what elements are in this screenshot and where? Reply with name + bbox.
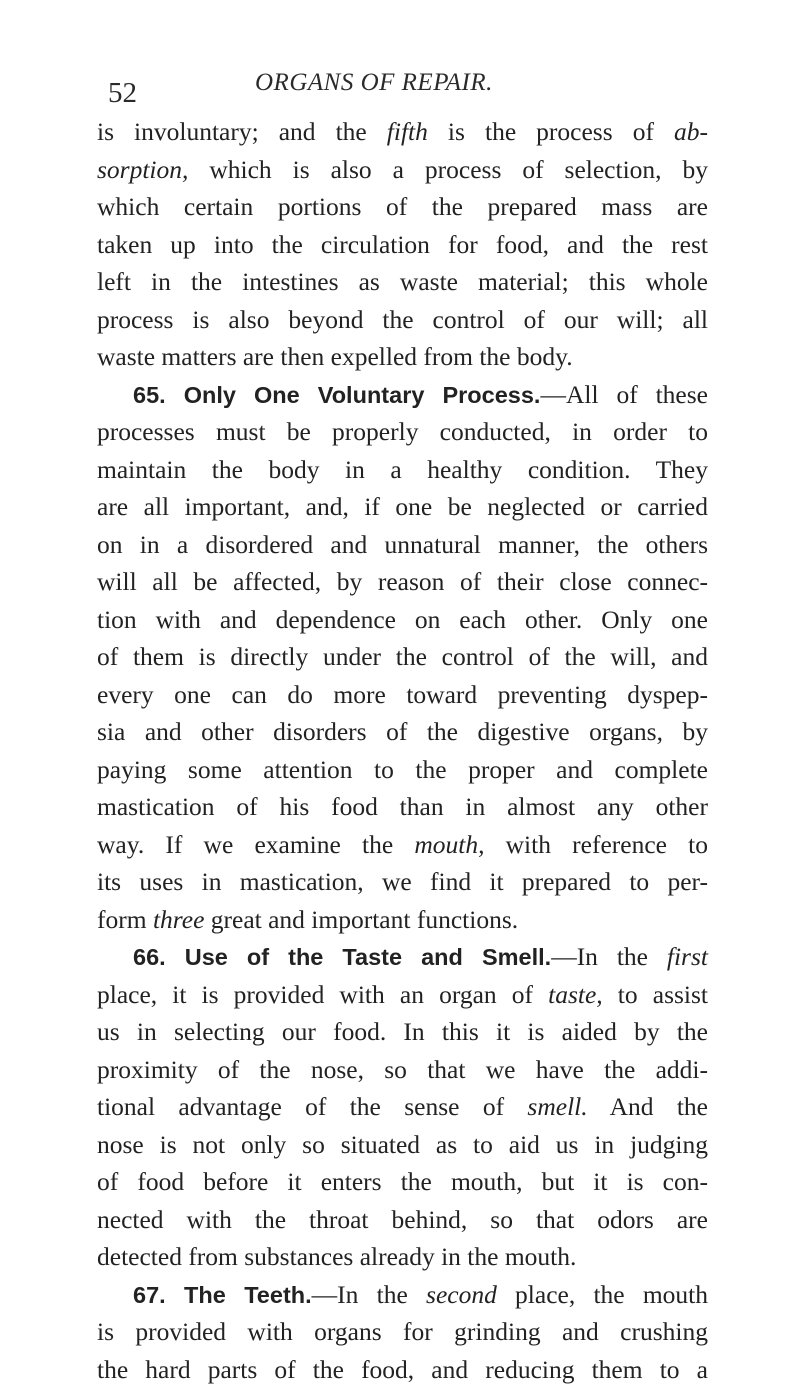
text-line (97, 1163, 708, 1201)
italic-text: fifth (386, 117, 428, 146)
text-run: process is also beyond the control of our will; all (97, 304, 708, 334)
text-run: us in selecting our food. In this it is aided by the (97, 1017, 708, 1046)
italic-text: three (152, 904, 205, 934)
text-run: is provided with organs for grinding and crushing (97, 1317, 708, 1346)
text-run: place, it is provided with an organ of (97, 979, 549, 1009)
text-run: which certain portions of the prepared mass are (97, 192, 708, 221)
text-run: mastication of his food than in almost any other (97, 792, 708, 821)
text-line (97, 676, 708, 714)
text-run: great and important functions. (204, 904, 519, 934)
text-run: —In the (311, 1279, 427, 1309)
text-line (97, 1013, 708, 1051)
section-heading: 66. Use of the Taste and Smell. (133, 944, 552, 970)
text-line (97, 751, 708, 789)
text-line (97, 338, 708, 376)
text-run: will all be affected, by reason of their close connec- (97, 567, 708, 596)
text-line (97, 1313, 708, 1351)
text-run: tion with and dependence on each other. Only one (97, 604, 708, 634)
text-run: left in the intestines as waste material; this whole (97, 267, 708, 296)
text-run: —In the (551, 942, 667, 971)
text-run: form (97, 904, 153, 934)
text-line (97, 601, 708, 639)
text-line (97, 301, 708, 339)
text-line (97, 526, 708, 564)
running-head: ORGANS OF REPAIR. (255, 69, 493, 96)
text-line (97, 976, 708, 1014)
italic-text: smell. (527, 1092, 588, 1121)
text-run: is involuntary; and the (97, 117, 387, 146)
text-line (97, 713, 708, 751)
text-run: way. If we examine the (97, 829, 415, 859)
text-line (97, 413, 708, 451)
text-line (97, 788, 708, 826)
text-run: which is also a process of selection, by (188, 154, 708, 184)
text-line (97, 113, 708, 151)
page-header (0, 68, 800, 108)
text-run: with reference to (484, 829, 708, 859)
text-line (97, 1088, 708, 1126)
text-run: And the (587, 1092, 708, 1121)
text-line (133, 1276, 708, 1314)
page-number: 52 (108, 77, 137, 109)
text-line (97, 826, 708, 864)
text-line (97, 1351, 708, 1389)
italic-text: mouth, (414, 829, 485, 859)
italic-text: second (426, 1279, 497, 1309)
text-line (97, 226, 708, 264)
text-line (133, 376, 708, 414)
text-line (97, 1051, 708, 1089)
text-line (97, 263, 708, 301)
text-run: of food before it enters the mouth, but it is con- (97, 1167, 708, 1196)
text-line (97, 1126, 708, 1164)
text-run: detected from substances already in the mouth. (97, 1242, 577, 1271)
text-run: are all important, and, if one be neglected or carried (97, 492, 708, 521)
text-run: place, the mouth (496, 1279, 708, 1309)
text-line (97, 901, 708, 939)
text-line (97, 563, 708, 601)
text-run: is the process of (427, 117, 674, 146)
text-line (97, 488, 708, 526)
text-line (97, 451, 708, 489)
text-run: on in a disordered and unnatural manner, the others (97, 529, 708, 559)
text-run: proximity of the nose, so that we have the addi- (97, 1054, 708, 1084)
section-heading: 65. Only One Voluntary Process. (133, 381, 541, 408)
text-run: every one can do more toward preventing dyspep- (97, 679, 708, 709)
text-run: taken up into the circulation for food, and the rest (97, 229, 708, 259)
text-run: its uses in mastication, we find it prepared to per- (97, 867, 708, 896)
text-run: maintain the body in a healthy condition. They (97, 454, 708, 484)
text-run: paying some attention to the proper and complete (97, 754, 708, 784)
text-run: tional advantage of the sense of (97, 1092, 528, 1121)
text-run: —All of these (540, 379, 708, 409)
text-run: nose is not only so situated as to aid us in judging (97, 1129, 708, 1159)
text-run: the hard parts of the food, and reducing them to a (97, 1354, 708, 1384)
italic-text: taste, (548, 979, 603, 1009)
italic-text: first (666, 942, 708, 971)
text-run: of them is directly under the control of the will, and (97, 642, 708, 671)
text-run: processes must be properly conducted, in order to (97, 417, 708, 446)
text-line (97, 151, 708, 189)
text-run: waste matters are then expelled from the body. (97, 342, 573, 371)
section-heading: 67. The Teeth. (133, 1281, 312, 1308)
text-line (97, 863, 708, 901)
text-line (133, 938, 708, 976)
italic-text: sorption, (97, 154, 189, 184)
italic-text: ab- (673, 117, 708, 146)
text-line (97, 1201, 708, 1239)
text-line (97, 1238, 708, 1276)
text-line (97, 188, 708, 226)
text-run: sia and other disorders of the digestive organs, by (97, 717, 708, 746)
text-run: to assist (602, 979, 709, 1009)
text-run: nected with the throat behind, so that odors are (97, 1204, 708, 1234)
text-line (97, 638, 708, 676)
